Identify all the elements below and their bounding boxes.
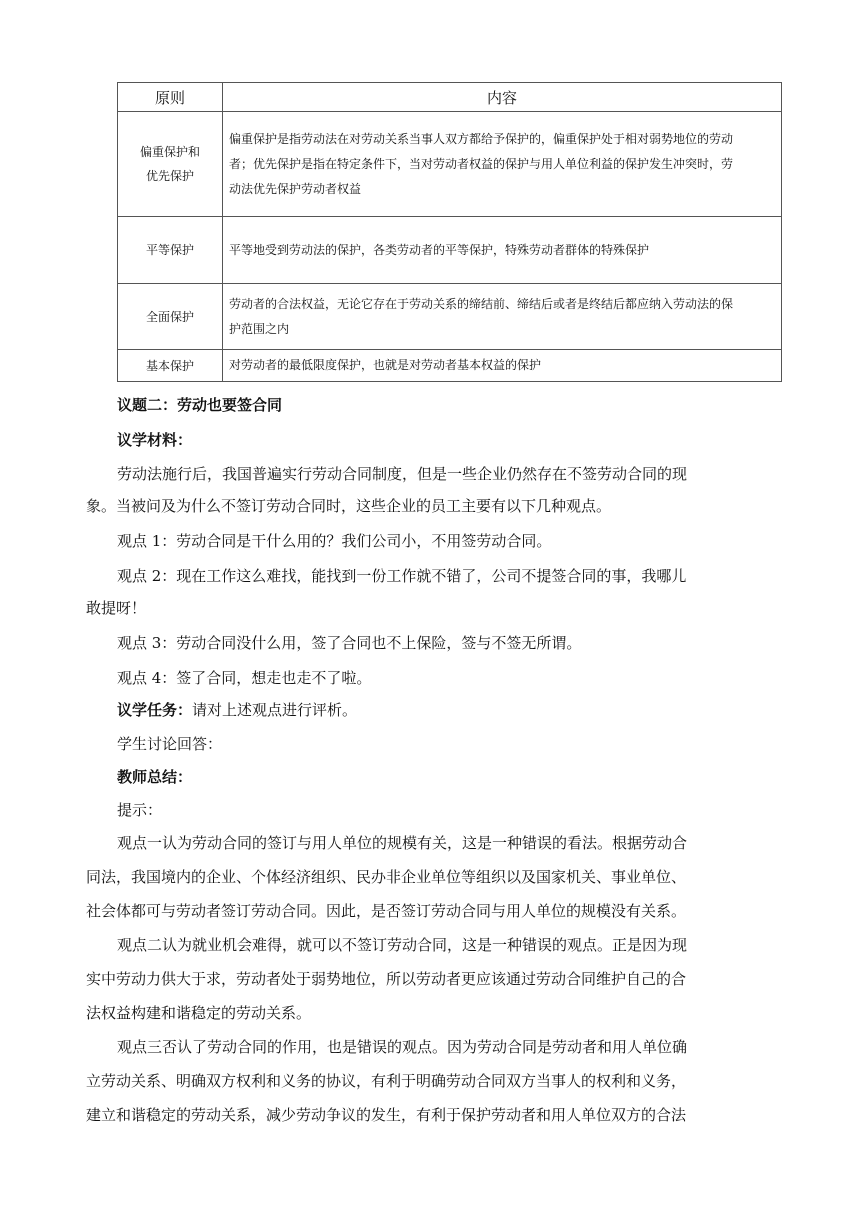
content-line: 者；优先保护是指在特定条件下，当对劳动者权益的保护与用人单位利益的保护发生冲突时，劳	[229, 156, 734, 171]
principle-cell	[118, 217, 223, 284]
viewpoint-4: 观点 4：签了合同，想走也走不了啦。	[117, 669, 372, 687]
principle-line: 优先保护	[145, 169, 194, 183]
summary-paragraph-line: 立劳动关系、明确双方权利和义务的协议，有利于明确劳动合同双方当事人的权利和义务，	[86, 1072, 687, 1090]
header-content: 内容	[223, 83, 782, 112]
task-label: 议学任务：	[117, 701, 193, 719]
table-row	[118, 217, 782, 284]
viewpoint-2-line: 敢提呀！	[86, 599, 147, 617]
task-text: 请对上述观点进行评析。	[192, 701, 358, 719]
principle-cell	[118, 350, 223, 382]
principles-table	[117, 82, 782, 382]
material-paragraph-line: 象。当被问及为什么不签订劳动合同时，这些企业的员工主要有以下几种观点。	[86, 497, 612, 515]
principle-line: 全面保护	[145, 309, 194, 324]
content-line: 劳动者的合法权益，无论它存在于劳动关系的缔结前、缔结后或者是终结后都应纳入劳动法的保	[229, 296, 734, 311]
viewpoint-1: 观点 1：劳动合同是干什么用的？我们公司小，不用签劳动合同。	[117, 532, 552, 550]
content-cell	[223, 112, 782, 217]
material-paragraph-line: 劳动法施行后，我国普遍实行劳动合同制度，但是一些企业仍然存在不签劳动合同的现	[117, 465, 688, 483]
content-cell	[223, 350, 782, 382]
content-line: 对劳动者的最低限度保护，也就是对劳动者基本权益的保护	[229, 358, 542, 372]
discussion-label: 学生讨论回答：	[117, 735, 223, 753]
hint-label: 提示：	[117, 801, 163, 819]
content-line: 偏重保护是指劳动法在对劳动关系当事人双方都给予保护的，偏重保护处于相对弱势地位的劳动	[229, 131, 734, 146]
content-line: 平等地受到劳动法的保护，各类劳动者的平等保护，特殊劳动者群体的特殊保护	[229, 242, 650, 257]
content-line: 动法优先保护劳动者权益	[229, 181, 362, 196]
summary-paragraph-line: 法权益构建和谐稳定的劳动关系。	[86, 1004, 312, 1022]
table-header-row	[118, 83, 782, 112]
summary-paragraph-line: 观点二认为就业机会难得，就可以不签订劳动合同，这是一种错误的观点。正是因为现	[117, 936, 688, 954]
table-row	[118, 350, 782, 382]
content-line: 护范围之内	[229, 321, 290, 336]
viewpoint-2-line: 观点 2：现在工作这么难找，能找到一份工作就不错了，公司不提签合同的事，我哪儿	[117, 567, 687, 585]
summary-paragraph-line: 同法，我国境内的企业、个体经济组织、民办非企业单位等组织以及国家机关、事业单位、	[86, 868, 687, 886]
summary-paragraph-line: 观点三否认了劳动合同的作用，也是错误的观点。因为劳动合同是劳动者和用人单位确	[117, 1038, 688, 1056]
viewpoint-3: 观点 3：劳动合同没什么用，签了合同也不上保险，签与不签无所谓。	[117, 634, 582, 652]
topic2-title: 议题二：劳动也要签合同	[117, 396, 283, 414]
principle-line: 基本保护	[145, 358, 194, 373]
summary-paragraph-line: 观点一认为劳动合同的签订与用人单位的规模有关，这是一种错误的看法。根据劳动合	[117, 834, 688, 852]
content-cell	[223, 284, 782, 350]
content-cell	[223, 217, 782, 284]
principle-cell	[118, 284, 223, 350]
summary-paragraph-line: 建立和谐稳定的劳动关系，减少劳动争议的发生，有利于保护劳动者和用人单位双方的合法	[86, 1106, 687, 1124]
table-row	[118, 284, 782, 350]
principle-cell	[118, 112, 223, 217]
summary-paragraph-line: 社会体都可与劳动者签订劳动合同。因此，是否签订劳动合同与用人单位的规模没有关系。	[86, 902, 687, 920]
task-line	[117, 699, 357, 720]
summary-paragraph-line: 实中劳动力供大于求，劳动者处于弱势地位，所以劳动者更应该通过劳动合同维护自己的合	[86, 970, 687, 988]
header-principle: 原则	[118, 83, 223, 112]
principle-line: 偏重保护和	[139, 145, 200, 159]
summary-label: 教师总结：	[117, 768, 193, 786]
material-label: 议学材料：	[117, 431, 193, 449]
principle-line: 平等保护	[145, 243, 194, 257]
table-row	[118, 112, 782, 217]
